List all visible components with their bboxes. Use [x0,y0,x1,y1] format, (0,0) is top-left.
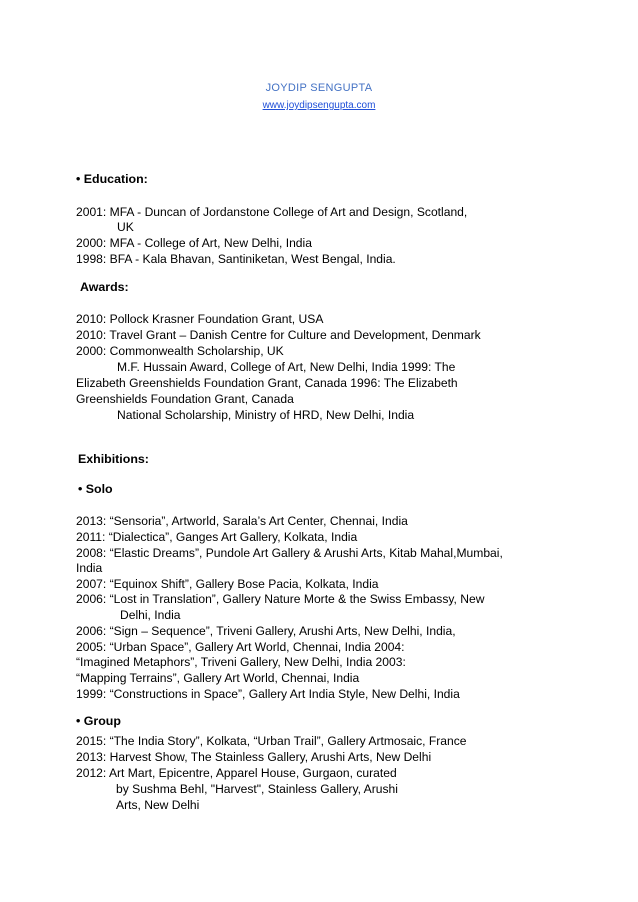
group-line: 2012: Art Mart, Epicentre, Apparel House, Gurgaon, curated [76,766,397,780]
awards-heading: Awards: [80,280,129,294]
group-line: 2015: “The India Story”, Kolkata, “Urban Trail”, Gallery Artmosaic, France [76,734,467,748]
solo-line: India [76,561,103,575]
exhibitions-heading: Exhibitions: [78,452,149,466]
solo-line: “Mapping Terrains”, Gallery Art World, Chennai, India [76,671,360,685]
award-line: 2010: Pollock Krasner Foundation Grant, USA [76,312,324,326]
website-line [0,100,638,111]
website-link[interactable]: www.joydipsengupta.com [262,100,376,111]
solo-line: Delhi, India [120,608,181,622]
education-line: 2001: MFA - Duncan of Jordanstone College of Art and Design, Scotland, [76,205,468,219]
solo-line: 2008: “Elastic Dreams”, Pundole Art Gallery & Arushi Arts, Kitab Mahal,Mumbai, [76,546,503,560]
education-line: 2000: MFA - College of Art, New Delhi, India [76,236,312,250]
group-heading: • Group [76,714,121,728]
award-line: 2010: Travel Grant – Danish Centre for Culture and Development, Denmark [76,328,481,342]
group-line: Arts, New Delhi [116,798,200,812]
solo-heading: • Solo [78,482,113,496]
award-line: M.F. Hussain Award, College of Art, New Delhi, India 1999: The [117,360,456,374]
group-line: by Sushma Behl, "Harvest", Stainless Gallery, Arushi [116,782,398,796]
solo-line: 1999: “Constructions in Space”, Gallery Art India Style, New Delhi, India [76,687,460,701]
award-line: Greenshields Foundation Grant, Canada [76,392,294,406]
author-name: JOYDIP SENGUPTA [265,82,373,94]
solo-line: 2006: “Lost in Translation”, Gallery Nature Morte & the Swiss Embassy, New [76,592,485,606]
solo-line: 2011: “Dialectica”, Ganges Art Gallery, Kolkata, India [76,530,358,544]
solo-line: 2013: “Sensoria”, Artworld, Sarala’s Art Center, Chennai, India [76,514,408,528]
group-line: 2013: Harvest Show, The Stainless Gallery, Arushi Arts, New Delhi [76,750,432,764]
award-line: National Scholarship, Ministry of HRD, New Delhi, India [117,408,415,422]
solo-line: “Imagined Metaphors”, Triveni Gallery, New Delhi, India 2003: [76,655,406,669]
solo-line: 2005: “Urban Space”, Gallery Art World, Chennai, India 2004: [76,640,405,654]
solo-line: 2007: “Equinox Shift”, Gallery Bose Pacia, Kolkata, India [76,577,379,591]
education-heading: • Education: [76,172,148,186]
education-line: 1998: BFA - Kala Bhavan, Santiniketan, West Bengal, India. [76,252,396,266]
solo-line: 2006: “Sign – Sequence”, Triveni Gallery, Arushi Arts, New Delhi, India, [76,624,456,638]
award-line: 2000: Commonwealth Scholarship, UK [76,344,284,358]
education-line: UK [117,220,134,234]
award-line: Elizabeth Greenshields Foundation Grant, Canada 1996: The Elizabeth [76,376,458,390]
